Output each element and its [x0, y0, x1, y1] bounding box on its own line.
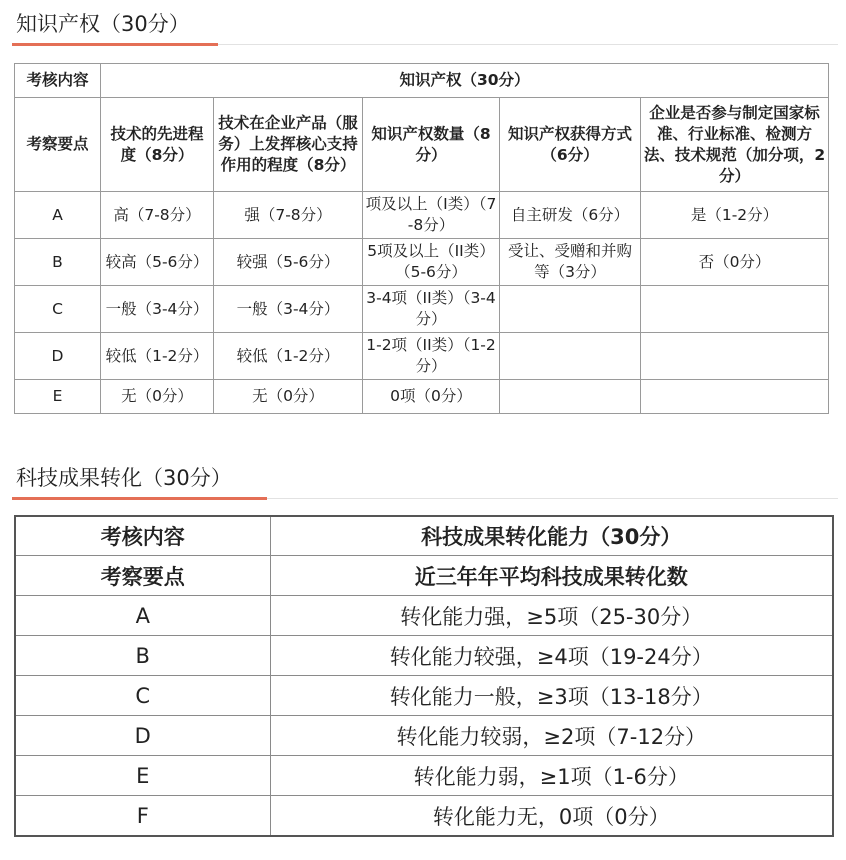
table-cell: 无（0分） — [101, 380, 214, 414]
table-cell: 较低（1-2分） — [214, 333, 363, 380]
table-row — [15, 333, 829, 380]
table-cell: 高（7-8分） — [101, 192, 214, 239]
section-title-underline — [12, 43, 218, 46]
table-cell — [500, 286, 641, 333]
table-row — [15, 756, 833, 796]
grade-cell: F — [15, 796, 270, 837]
table-cell — [641, 333, 829, 380]
section-title-ip: 知识产权（30分） — [16, 12, 190, 36]
table-cell: 转化能力较弱，≥2项（7-12分） — [270, 716, 833, 756]
table-cell: 转化能力无，0项（0分） — [270, 796, 833, 837]
table-cell: 项及以上（I类）（7-8分） — [363, 192, 500, 239]
table-row — [15, 192, 829, 239]
grade-cell: B — [15, 636, 270, 676]
table-row — [15, 239, 829, 286]
table-cell: 是（1-2分） — [641, 192, 829, 239]
grade-cell: A — [15, 192, 101, 239]
table-cell: 受让、受赠和并购等（3分） — [500, 239, 641, 286]
header-label: 考核内容 — [15, 64, 101, 98]
points-label: 考察要点 — [15, 556, 270, 596]
table-cell — [500, 380, 641, 414]
table-cell: 转化能力一般，≥3项（13-18分） — [270, 676, 833, 716]
ip-score-table — [14, 63, 829, 414]
column-header: 技术在企业产品（服务）上发挥核心支持作用的程度（8分） — [214, 98, 363, 192]
table-row — [15, 596, 833, 636]
section-title-tech-transfer: 科技成果转化（30分） — [16, 466, 232, 490]
table-row — [15, 286, 829, 333]
section-title-underline — [12, 497, 267, 500]
header-value: 知识产权（30分） — [101, 64, 829, 98]
table-cell — [500, 333, 641, 380]
table-cell: 一般（3-4分） — [214, 286, 363, 333]
table-cell: 自主研发（6分） — [500, 192, 641, 239]
table-cell: 无（0分） — [214, 380, 363, 414]
grade-cell: D — [15, 716, 270, 756]
table-cell: 0项（0分） — [363, 380, 500, 414]
table-cell: 强（7-8分） — [214, 192, 363, 239]
table-cell: 转化能力强，≥5项（25-30分） — [270, 596, 833, 636]
table-row — [15, 676, 833, 716]
table-cell: 否（0分） — [641, 239, 829, 286]
table-row — [15, 636, 833, 676]
grade-cell: C — [15, 676, 270, 716]
points-label: 考察要点 — [15, 98, 101, 192]
table-cell — [641, 286, 829, 333]
table-cell: 5项及以上（II类）（5-6分） — [363, 239, 500, 286]
table-cell: 3-4项（II类）（3-4分） — [363, 286, 500, 333]
header-value: 科技成果转化能力（30分） — [270, 516, 833, 556]
table-row — [15, 380, 829, 414]
header-label: 考核内容 — [15, 516, 270, 556]
grade-cell: B — [15, 239, 101, 286]
column-header: 知识产权获得方式（6分） — [500, 98, 641, 192]
table-row — [15, 716, 833, 756]
table-cell: 一般（3-4分） — [101, 286, 214, 333]
grade-cell: C — [15, 286, 101, 333]
table-row — [15, 796, 833, 837]
table-cell: 较强（5-6分） — [214, 239, 363, 286]
tech-transfer-table — [14, 515, 834, 837]
grade-cell: D — [15, 333, 101, 380]
table-cell: 转化能力弱，≥1项（1-6分） — [270, 756, 833, 796]
column-header: 企业是否参与制定国家标准、行业标准、检测方法、技术规范（加分项，2分） — [641, 98, 829, 192]
column-header: 知识产权数量（8分） — [363, 98, 500, 192]
column-header: 技术的先进程度（8分） — [101, 98, 214, 192]
table-cell: 转化能力较强，≥4项（19-24分） — [270, 636, 833, 676]
table-cell — [641, 380, 829, 414]
points-value: 近三年年平均科技成果转化数 — [270, 556, 833, 596]
grade-cell: E — [15, 756, 270, 796]
grade-cell: E — [15, 380, 101, 414]
table-cell: 较低（1-2分） — [101, 333, 214, 380]
grade-cell: A — [15, 596, 270, 636]
table-cell: 较高（5-6分） — [101, 239, 214, 286]
table-cell: 1-2项（II类）（1-2分） — [363, 333, 500, 380]
